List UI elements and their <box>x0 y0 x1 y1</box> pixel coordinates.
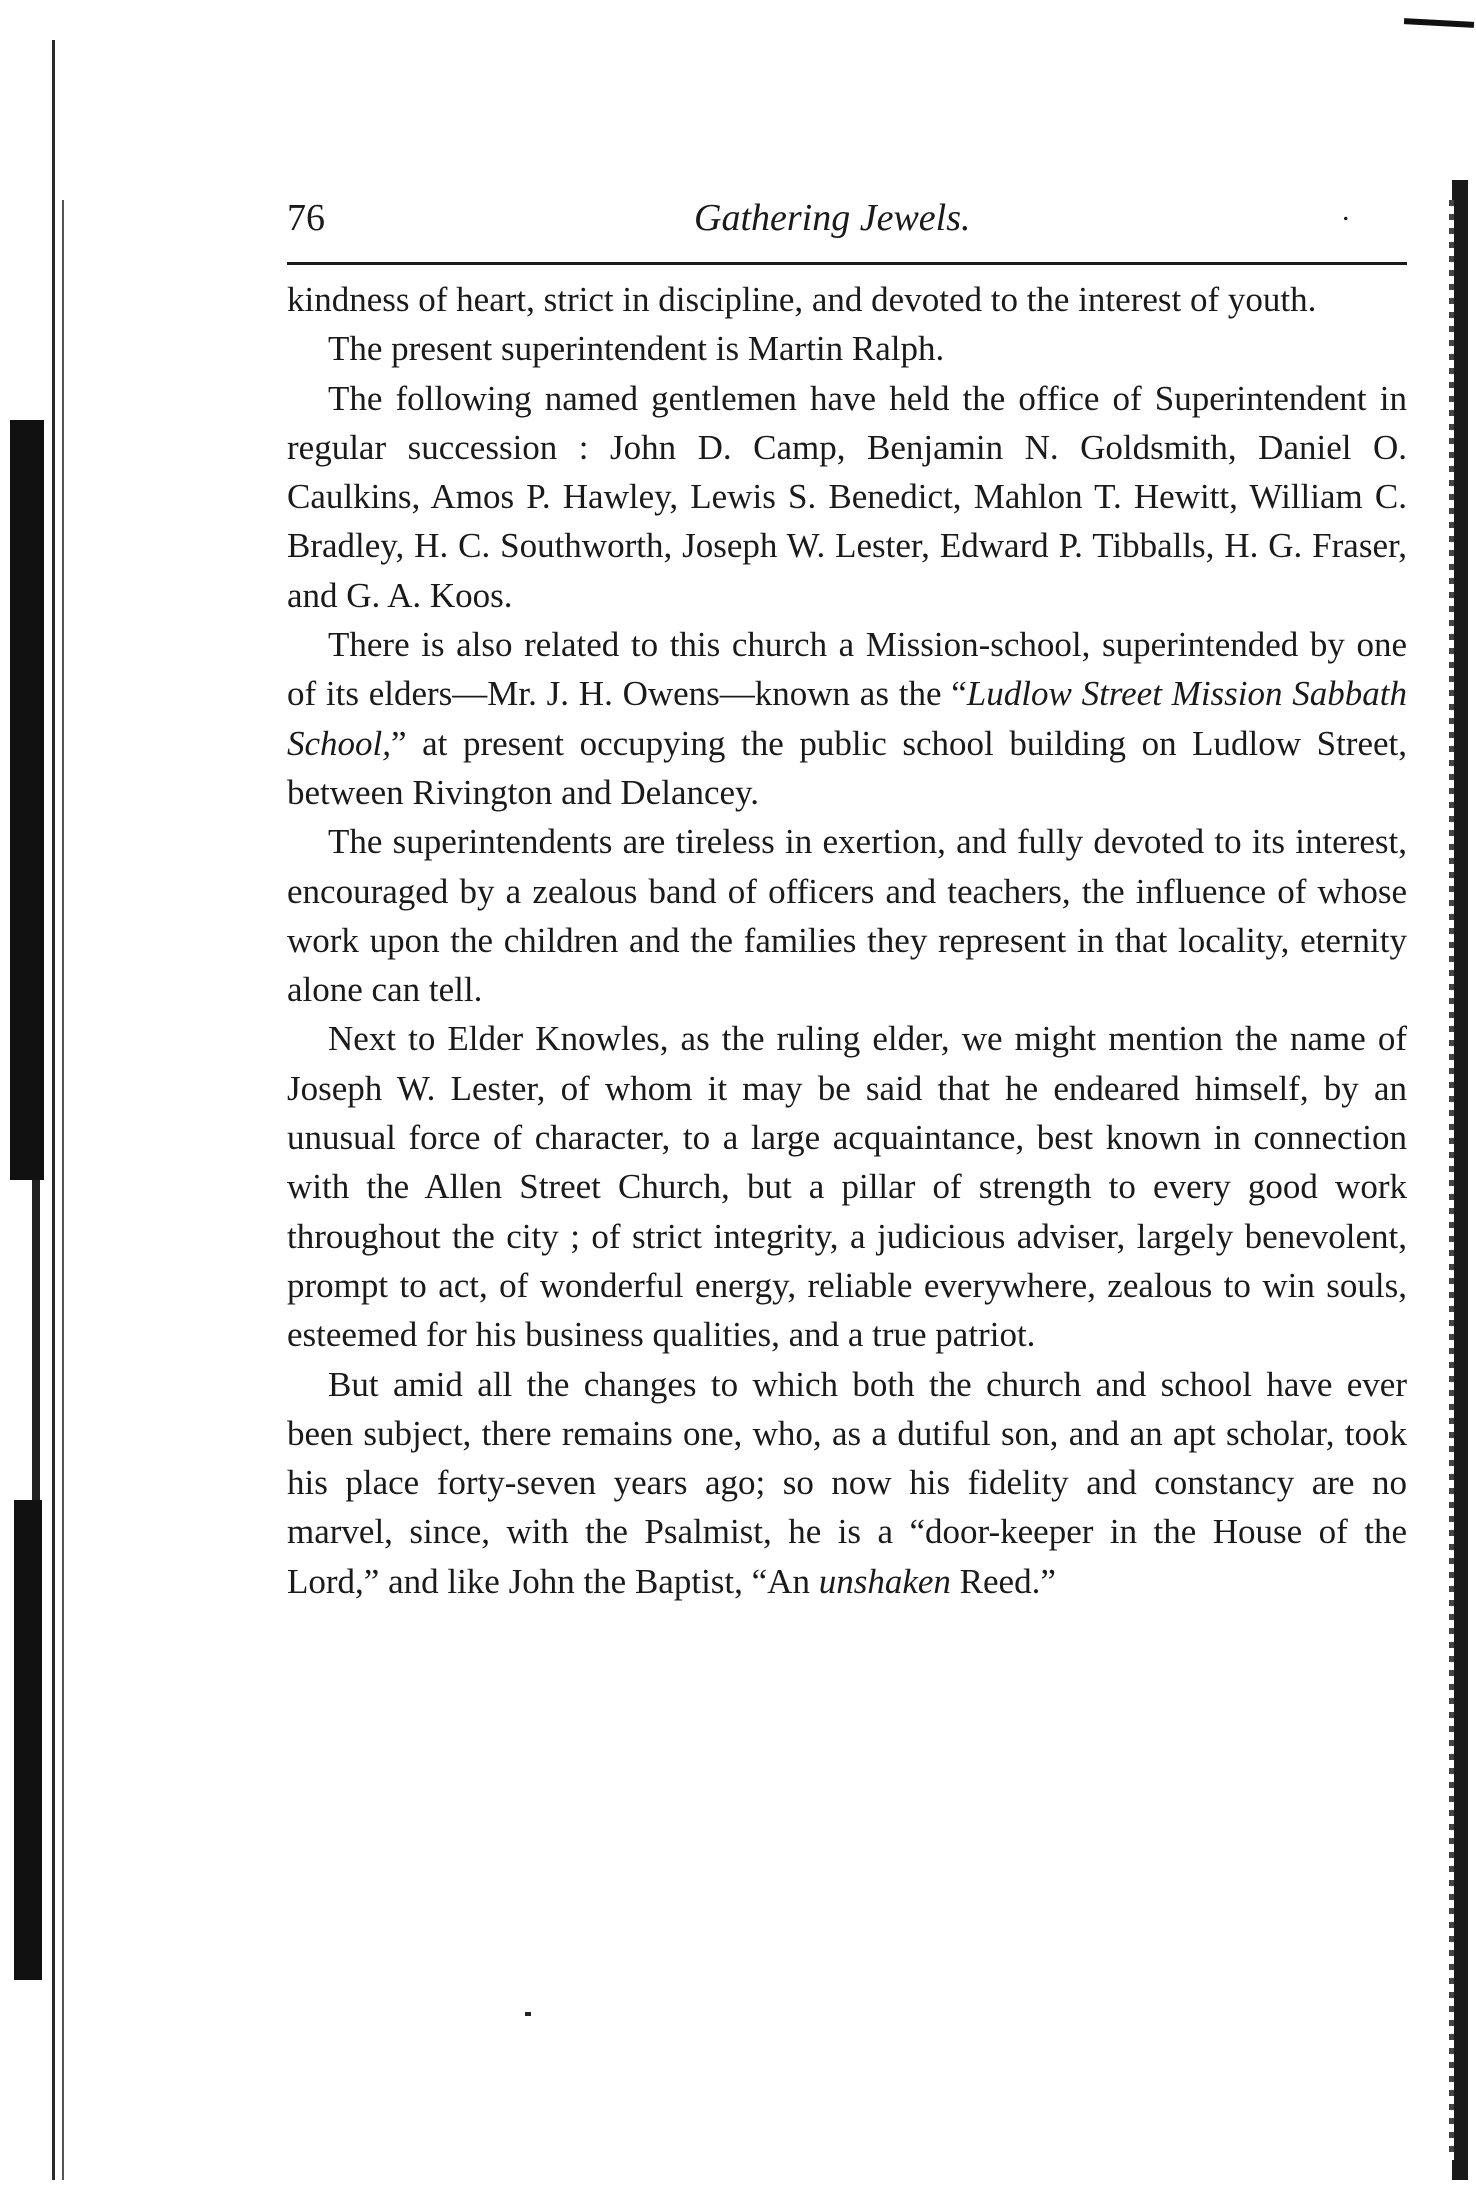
running-title: Gathering Jewels. <box>694 197 971 239</box>
header-dot: . <box>1342 194 1350 227</box>
paragraph-1: kindness of heart, strict in discipline, and devoted to the interest of youth. <box>287 280 1317 319</box>
body-text <box>287 275 1407 1606</box>
paragraph-7-text-b: Reed.” <box>950 1561 1056 1601</box>
mission-school-name: Ludlow Street Mission Sabbath School, <box>287 674 1407 763</box>
header-rule <box>287 262 1407 265</box>
paragraph-4-text-b: ” at present occupying the public school building on Ludlow Street, between Rivington and Delancey. <box>287 723 1407 812</box>
page-mark <box>525 2012 531 2016</box>
emphasis-word: unshaken <box>818 1561 951 1601</box>
paragraph-7 <box>287 1360 1407 1606</box>
page-header <box>287 190 1407 254</box>
paragraph-5: The superintendents are tireless in exertion, and fully devoted to its interest, encouraged by a zealous band of officers and teachers, the influence of whose work upon the children and the families they represent in that locality, eternity alone can tell. <box>287 822 1407 1010</box>
paragraph-4 <box>287 620 1407 817</box>
paragraph-4-text-a: There is also related to this church a Mission-school, superintended by one of its elders—Mr. J. H. Owens—known as the “ <box>287 625 1407 714</box>
page-number: 76 <box>287 197 325 239</box>
book-page <box>287 190 1407 1606</box>
paragraph-3: The following named gentlemen have held the office of Superintendent in regular succession : John D. Camp, Benjamin N. Goldsmith, Daniel O. Caulkins, Amos P. Hawley, Lewis S. Benedict, Mahlon T. Hewitt, William C. Bradley, H. C. Southworth, Joseph W. Lester, Edward P. Tibballs, H. G. Fraser, and G. A. Koos. <box>287 378 1407 615</box>
paragraph-6: Next to Elder Knowles, as the ruling elder, we might mention the name of Joseph W. Lester, of whom it may be said that he endeared himself, by an unusual force of character, to a large acquaintance, best known in connection with the Allen Street Church, but a pillar of strength to every good work throughout the city ; of strict integrity, a judicious adviser, largely benevolent, prompt to act, of wonderful energy, reliable everywhere, zealous to win souls, esteemed for his business qualities, and a true patriot. <box>287 1019 1407 1355</box>
paragraph-2: The present superintendent is Martin Ralph. <box>328 329 945 369</box>
paragraph-7-text-a: But amid all the changes to which both the church and school have ever been subject, there remains one, who, as a dutiful son, and an apt scholar, took his place forty-seven years ago; so now his fidelity and constancy are no marvel, since, with the Psalmist, he is a “door-keeper in the House of the Lord,” and like John the Baptist, “An <box>287 1364 1407 1601</box>
